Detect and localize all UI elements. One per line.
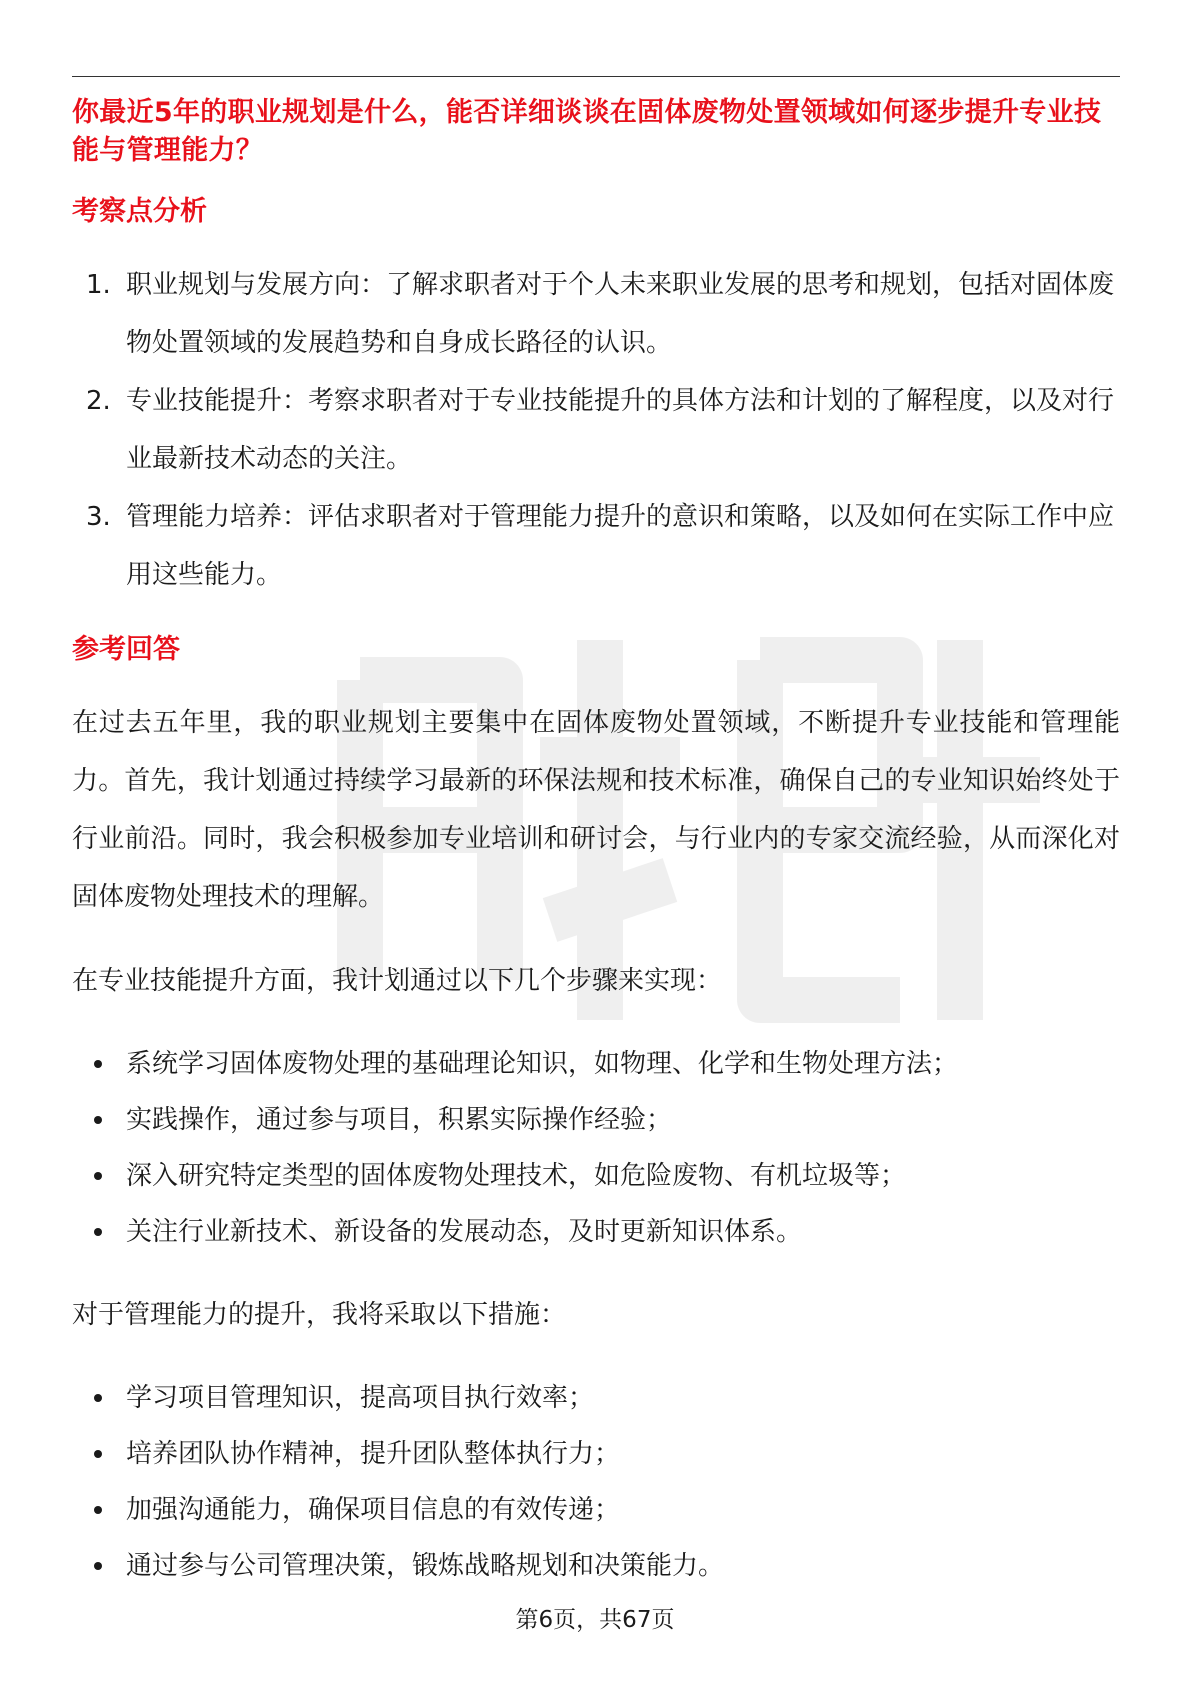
skills-intro-paragraph: 在专业技能提升方面，我计划通过以下几个步骤来实现： — [72, 966, 723, 996]
list-item — [72, 488, 1120, 604]
list-item — [72, 1092, 1120, 1148]
page-number-footer: 第6页，共67页 — [515, 1607, 675, 1633]
list-item — [72, 1036, 1120, 1092]
list-item — [72, 1148, 1120, 1204]
top-rule — [72, 76, 1120, 77]
list-item-text: 关注行业新技术、新设备的发展动态，及时更新知识体系。 — [126, 1217, 803, 1247]
list-item-text: 加强沟通能力，确保项目信息的有效传递； — [126, 1495, 621, 1525]
list-item-text: 通过参与公司管理决策，锻炼战略规划和决策能力。 — [126, 1551, 725, 1581]
question-title: 你最近5年的职业规划是什么，能否详细谈谈在固体废物处置领域如何逐步提升专业技能与管理能力？ — [72, 97, 1102, 166]
main-content — [72, 94, 1120, 1620]
answer-heading: 参考回答 — [72, 634, 180, 665]
list-item-text: 系统学习固体废物处理的基础理论知识，如物理、化学和生物处理方法； — [126, 1049, 959, 1079]
list-item-text: 实践操作，通过参与项目，积累实际操作经验； — [126, 1105, 673, 1135]
list-item — [72, 1370, 1120, 1426]
answer-intro-paragraph: 在过去五年里，我的职业规划主要集中在固体废物处置领域，不断提升专业技能和管理能力。首先，我计划通过持续学习最新的环保法规和技术标准，确保自己的专业知识始终处于行业前沿。同时，我会积极参加专业培训和研讨会，与行业内的专家交流经验，从而深化对固体废物处理技术的理解。 — [72, 708, 1120, 912]
list-item — [72, 1426, 1120, 1482]
list-item — [72, 1204, 1120, 1260]
list-item-number: 1. — [86, 270, 111, 300]
bullet-icon — [94, 1506, 102, 1514]
bullet-icon — [94, 1394, 102, 1402]
list-item-text: 深入研究特定类型的固体废物处理技术，如危险废物、有机垃圾等； — [126, 1161, 907, 1191]
bullet-icon — [94, 1060, 102, 1068]
list-item — [72, 1538, 1120, 1594]
bullet-icon — [94, 1116, 102, 1124]
list-item-text: 专业技能提升：考察求职者对于专业技能提升的具体方法和计划的了解程度，以及对行业最新技术动态的关注。 — [126, 386, 1115, 474]
list-item — [72, 1482, 1120, 1538]
analysis-heading: 考察点分析 — [72, 196, 207, 227]
skills-list — [72, 1036, 1120, 1260]
list-item-text: 学习项目管理知识，提高项目执行效率； — [126, 1383, 595, 1413]
list-item-number: 3. — [86, 502, 111, 532]
list-item-text: 管理能力培养：评估求职者对于管理能力提升的意识和策略，以及如何在实际工作中应用这些能力。 — [126, 502, 1115, 590]
list-item-text: 职业规划与发展方向：了解求职者对于个人未来职业发展的思考和规划，包括对固体废物处置领域的发展趋势和自身成长路径的认识。 — [126, 270, 1115, 358]
bullet-icon — [94, 1172, 102, 1180]
bullet-icon — [94, 1228, 102, 1236]
list-item-number: 2. — [86, 386, 111, 416]
management-list — [72, 1370, 1120, 1594]
bullet-icon — [94, 1450, 102, 1458]
list-item — [72, 256, 1120, 372]
list-item-text: 培养团队协作精神，提升团队整体执行力； — [126, 1439, 621, 1469]
bullet-icon — [94, 1562, 102, 1570]
analysis-list — [72, 256, 1120, 604]
list-item — [72, 372, 1120, 488]
management-intro-paragraph: 对于管理能力的提升，我将采取以下措施： — [72, 1300, 567, 1330]
